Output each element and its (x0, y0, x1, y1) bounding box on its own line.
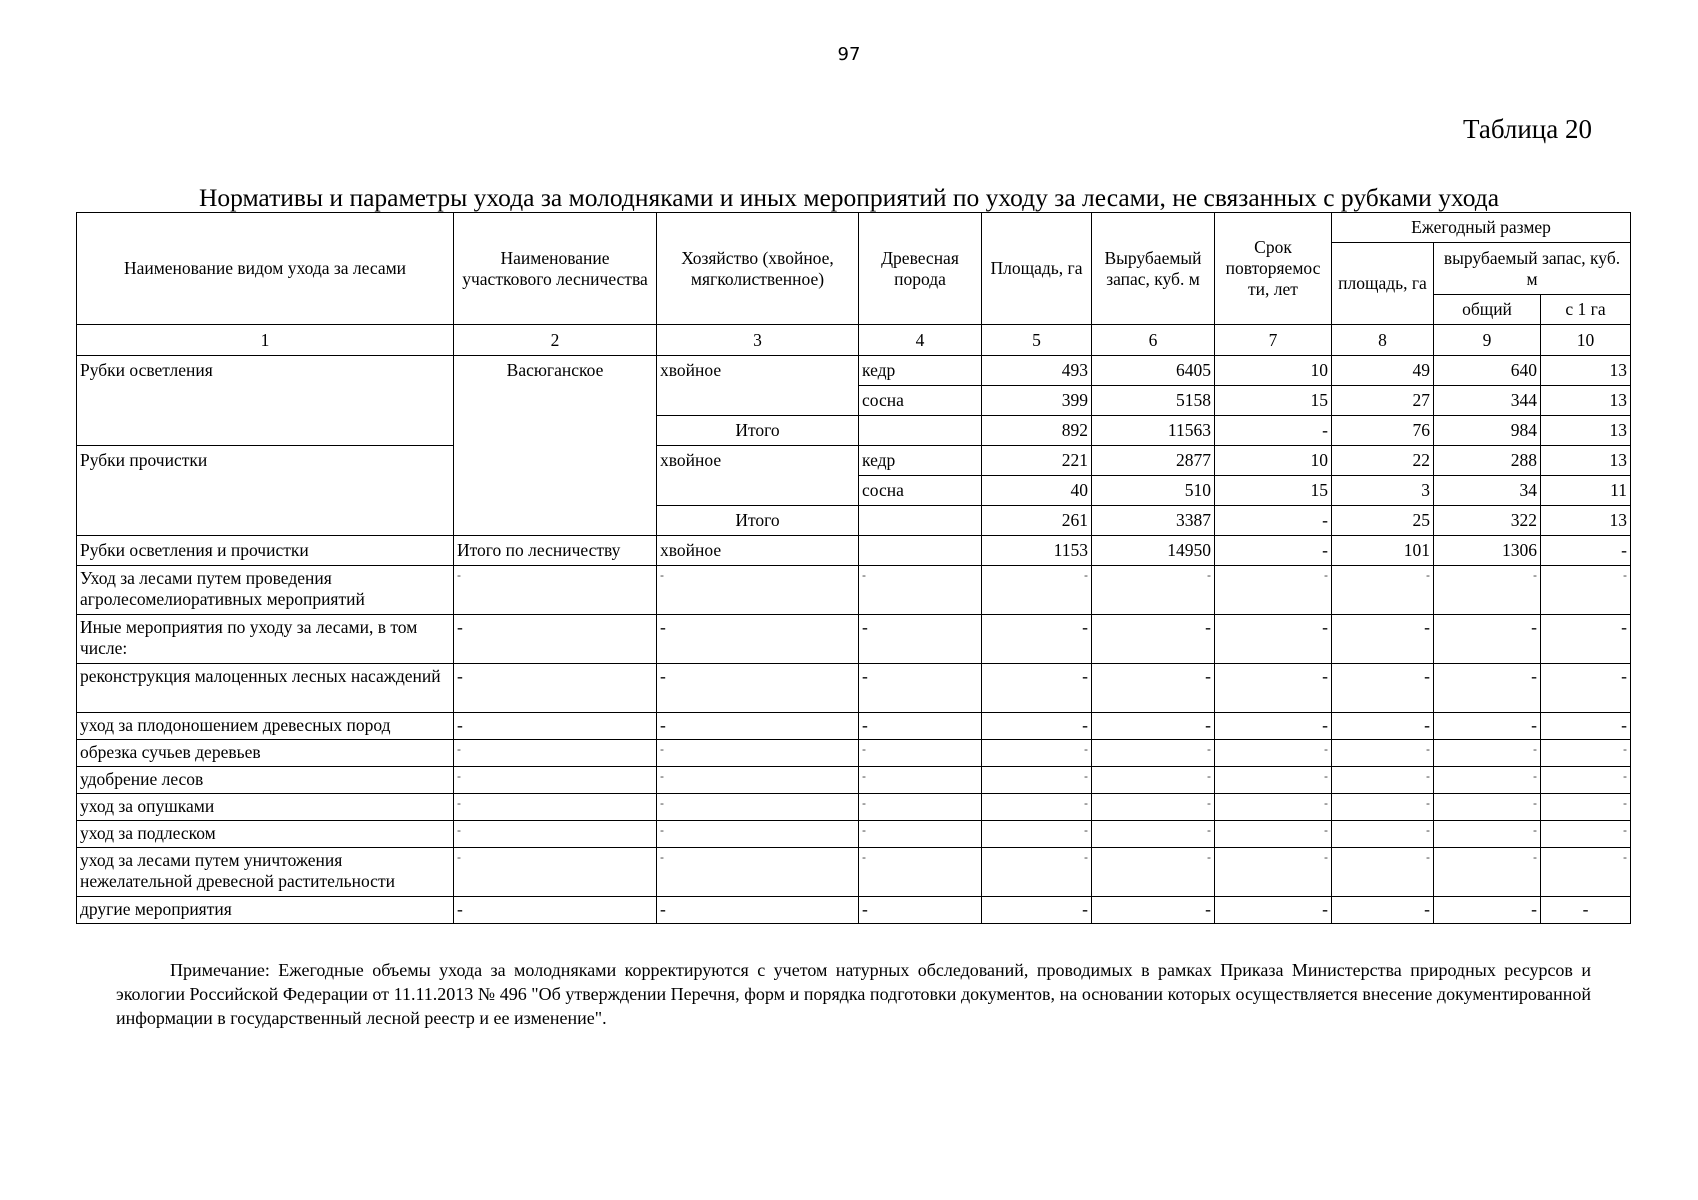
header-area: Площадь, га (982, 213, 1092, 325)
table-container (76, 212, 1630, 924)
activity-value-cell: - (982, 713, 1092, 740)
care-type-cell: Рубки прочистки (77, 446, 454, 536)
activity-value-cell: - (1092, 767, 1215, 794)
header-period: Срок повторяемос ти, лет (1215, 213, 1332, 325)
activity-value-cell: - (1434, 713, 1541, 740)
activity-value-cell: - (1215, 848, 1332, 897)
activity-value-cell: - (1215, 713, 1332, 740)
activity-value-cell: - (1434, 615, 1541, 664)
activity-rows (77, 566, 1631, 924)
forest-care-table (76, 212, 1631, 924)
activity-value-cell: - (454, 740, 657, 767)
table-header (77, 213, 1631, 356)
activity-value-cell: - (1092, 615, 1215, 664)
activity-value-cell: - (1541, 794, 1631, 821)
activity-row (77, 740, 1631, 767)
header-annual-total: общий (1434, 295, 1541, 325)
activity-row (77, 767, 1631, 794)
activity-value-cell: - (1541, 664, 1631, 713)
activity-value-cell: - (454, 848, 657, 897)
activity-row (77, 664, 1631, 713)
activity-type-cell: удобрение лесов (77, 767, 454, 794)
activity-value-cell: - (454, 713, 657, 740)
species-cell (859, 536, 982, 566)
species-cell: сосна (859, 476, 982, 506)
species-cell (859, 506, 982, 536)
activity-value-cell: - (454, 821, 657, 848)
table-number: Таблица 20 (1463, 114, 1592, 144)
activity-value-cell: - (454, 767, 657, 794)
activity-value-cell: - (982, 566, 1092, 615)
activity-value-cell: - (1092, 821, 1215, 848)
activity-value-cell: - (859, 821, 982, 848)
header-forestry: Наименование участкового лесничества (454, 213, 657, 325)
activity-value-cell: - (859, 566, 982, 615)
annual-area-cell: 101 (1332, 536, 1434, 566)
activity-value-cell: - (1332, 848, 1434, 897)
stock-cell: 3387 (1092, 506, 1215, 536)
care-type-cell: Рубки осветления (77, 356, 454, 446)
activity-value-cell: - (1092, 713, 1215, 740)
column-index: 1 (77, 325, 454, 356)
activity-value-cell: - (1215, 664, 1332, 713)
column-index: 9 (1434, 325, 1541, 356)
stock-cell: 5158 (1092, 386, 1215, 416)
activity-value-cell: - (982, 897, 1092, 924)
subtotal-label: Итого (657, 506, 859, 536)
activity-value-cell: - (859, 794, 982, 821)
header-annual-area: площадь, га (1332, 243, 1434, 325)
activity-value-cell: - (454, 897, 657, 924)
activity-value-cell: - (1434, 897, 1541, 924)
activity-value-cell: - (1332, 713, 1434, 740)
stock-cell: 510 (1092, 476, 1215, 506)
annual-area-cell: 25 (1332, 506, 1434, 536)
activity-value-cell: - (982, 821, 1092, 848)
activity-row (77, 794, 1631, 821)
activity-value-cell: - (1332, 767, 1434, 794)
activity-value-cell: - (1434, 566, 1541, 615)
column-index: 10 (1541, 325, 1631, 356)
species-cell: кедр (859, 356, 982, 386)
column-index: 4 (859, 325, 982, 356)
activity-value-cell: - (1541, 615, 1631, 664)
period-cell: - (1215, 416, 1332, 446)
activity-value-cell: - (657, 794, 859, 821)
period-cell: 10 (1215, 446, 1332, 476)
activity-value-cell: - (454, 566, 657, 615)
annual-per-ha-cell: 13 (1541, 356, 1631, 386)
species-cell (859, 416, 982, 446)
care-type-cell: Рубки осветления и прочистки (77, 536, 454, 566)
farm-cell: хвойное (657, 536, 859, 566)
column-index: 3 (657, 325, 859, 356)
activity-type-cell: обрезка сучьев деревьев (77, 740, 454, 767)
activity-value-cell: - (1215, 566, 1332, 615)
activity-type-cell: Иные мероприятия по уходу за лесами, в том числе: (77, 615, 454, 664)
annual-per-ha-cell: 11 (1541, 476, 1631, 506)
table-note: Примечание: Ежегодные объемы ухода за молодняками корректируются с учетом натурных обследований, проводимых в рамках Приказа Министерства природных ресурсов и экологии Российской Федерации от 11.11.2013 № 496 "Об утверждении Перечня, форм и порядка подготовки документов, на основании которых осуществляется внесение документированной информации в государственный лесной реестр и ее изменение". (116, 960, 1591, 1028)
activity-value-cell: - (859, 848, 982, 897)
activity-value-cell: - (982, 794, 1092, 821)
activity-value-cell: - (1215, 897, 1332, 924)
header-care-type: Наименование видом ухода за лесами (77, 213, 454, 325)
table-row (77, 356, 1631, 386)
activity-value-cell: - (982, 848, 1092, 897)
annual-total-cell: 640 (1434, 356, 1541, 386)
period-cell: 15 (1215, 386, 1332, 416)
activity-type-cell: другие мероприятия (77, 897, 454, 924)
forestry-cell: Васюганское (454, 356, 657, 536)
activity-value-cell: - (454, 664, 657, 713)
activity-value-cell: - (859, 740, 982, 767)
activity-value-cell: - (657, 740, 859, 767)
header-farm-type: Хозяйство (хвойное, мягколиственное) (657, 213, 859, 325)
activity-value-cell: - (1092, 566, 1215, 615)
activity-value-cell: - (1332, 566, 1434, 615)
activity-value-cell: - (454, 794, 657, 821)
activity-value-cell: - (1434, 664, 1541, 713)
area-cell: 1153 (982, 536, 1092, 566)
activity-value-cell: - (657, 566, 859, 615)
activity-value-cell: - (859, 615, 982, 664)
period-cell: 15 (1215, 476, 1332, 506)
farm-cell: хвойное (657, 446, 859, 506)
species-cell: сосна (859, 386, 982, 416)
activity-value-cell: - (657, 664, 859, 713)
activity-value-cell: - (859, 767, 982, 794)
activity-value-cell: - (1092, 740, 1215, 767)
annual-area-cell: 49 (1332, 356, 1434, 386)
activity-type-cell: Уход за лесами путем проведения агролесомелиоративных мероприятий (77, 566, 454, 615)
annual-area-cell: 22 (1332, 446, 1434, 476)
header-stock: Вырубаемый запас, куб. м (1092, 213, 1215, 325)
area-cell: 221 (982, 446, 1092, 476)
area-cell: 399 (982, 386, 1092, 416)
activity-value-cell: - (657, 767, 859, 794)
stock-cell: 11563 (1092, 416, 1215, 446)
activity-value-cell: - (1332, 794, 1434, 821)
activity-value-cell: - (657, 897, 859, 924)
header-species: Древесная порода (859, 213, 982, 325)
stock-cell: 6405 (1092, 356, 1215, 386)
column-index: 5 (982, 325, 1092, 356)
activity-type-cell: реконструкция малоценных лесных насаждений (77, 664, 454, 713)
column-index: 8 (1332, 325, 1434, 356)
activity-value-cell: - (1434, 848, 1541, 897)
table-body (77, 356, 1631, 566)
activity-value-cell: - (859, 664, 982, 713)
activity-value-cell: - (1541, 848, 1631, 897)
header-annual-size: Ежегодный размер (1332, 213, 1631, 243)
activity-value-cell: - (1541, 767, 1631, 794)
area-cell: 40 (982, 476, 1092, 506)
annual-total-cell: 34 (1434, 476, 1541, 506)
table-row (77, 446, 1631, 476)
activity-value-cell: - (982, 767, 1092, 794)
activity-value-cell: - (982, 615, 1092, 664)
annual-total-cell: 344 (1434, 386, 1541, 416)
activity-value-cell: - (1541, 821, 1631, 848)
header-annual-stock: вырубаемый запас, куб. м (1434, 243, 1631, 295)
page-number: 97 (837, 44, 861, 65)
stock-cell: 2877 (1092, 446, 1215, 476)
activity-row (77, 848, 1631, 897)
activity-value-cell: - (1215, 821, 1332, 848)
activity-row (77, 821, 1631, 848)
activity-value-cell: - (1434, 821, 1541, 848)
activity-type-cell: уход за подлеском (77, 821, 454, 848)
activity-row (77, 566, 1631, 615)
activity-value-cell: - (1332, 740, 1434, 767)
annual-per-ha-cell: 13 (1541, 386, 1631, 416)
annual-total-cell: 984 (1434, 416, 1541, 446)
activity-value-cell: - (859, 713, 982, 740)
activity-type-cell: уход за опушками (77, 794, 454, 821)
column-index-row (77, 325, 1631, 356)
activity-row (77, 897, 1631, 924)
activity-type-cell: уход за плодоношением древесных пород (77, 713, 454, 740)
annual-area-cell: 3 (1332, 476, 1434, 506)
activity-value-cell: - (1215, 615, 1332, 664)
annual-total-cell: 322 (1434, 506, 1541, 536)
activity-value-cell: - (1332, 897, 1434, 924)
activity-value-cell: - (1092, 664, 1215, 713)
total-row (77, 536, 1631, 566)
farm-cell: хвойное (657, 356, 859, 416)
stock-cell: 14950 (1092, 536, 1215, 566)
annual-area-cell: 27 (1332, 386, 1434, 416)
activity-value-cell: - (1541, 740, 1631, 767)
annual-area-cell: 76 (1332, 416, 1434, 446)
activity-value-cell: - (982, 664, 1092, 713)
activity-value-cell: - (1215, 794, 1332, 821)
activity-value-cell: - (1434, 740, 1541, 767)
activity-value-cell: - (1332, 821, 1434, 848)
period-cell: 10 (1215, 356, 1332, 386)
activity-value-cell: - (1541, 566, 1631, 615)
area-cell: 493 (982, 356, 1092, 386)
activity-value-cell: - (657, 848, 859, 897)
activity-row (77, 615, 1631, 664)
table-title: Нормативы и параметры ухода за молодняками и иных мероприятий по уходу за лесами, не связанных с рубками ухода (198, 183, 1500, 212)
column-index: 2 (454, 325, 657, 356)
activity-value-cell: - (1215, 767, 1332, 794)
subtotal-label: Итого (657, 416, 859, 446)
activity-value-cell: - (1434, 767, 1541, 794)
activity-value-cell: - (657, 615, 859, 664)
area-cell: 892 (982, 416, 1092, 446)
activity-type-cell: уход за лесами путем уничтожения нежелательной древесной растительности (77, 848, 454, 897)
column-index: 6 (1092, 325, 1215, 356)
activity-value-cell: - (1541, 713, 1631, 740)
header-annual-per-ha: с 1 га (1541, 295, 1631, 325)
activity-value-cell: - (657, 821, 859, 848)
activity-value-cell: - (859, 897, 982, 924)
activity-value-cell: - (454, 615, 657, 664)
column-index: 7 (1215, 325, 1332, 356)
activity-row (77, 713, 1631, 740)
period-cell: - (1215, 536, 1332, 566)
annual-per-ha-cell: 13 (1541, 446, 1631, 476)
annual-total-cell: 1306 (1434, 536, 1541, 566)
activity-value-cell: - (1092, 897, 1215, 924)
activity-value-cell: - (1434, 794, 1541, 821)
species-cell: кедр (859, 446, 982, 476)
activity-value-cell: - (1332, 615, 1434, 664)
activity-value-cell: - (1092, 848, 1215, 897)
annual-per-ha-cell: 13 (1541, 506, 1631, 536)
annual-per-ha-cell: 13 (1541, 416, 1631, 446)
annual-total-cell: 288 (1434, 446, 1541, 476)
area-cell: 261 (982, 506, 1092, 536)
activity-value-cell: - (1541, 897, 1631, 924)
period-cell: - (1215, 506, 1332, 536)
annual-per-ha-cell: - (1541, 536, 1631, 566)
activity-value-cell: - (982, 740, 1092, 767)
activity-value-cell: - (1092, 794, 1215, 821)
forestry-cell: Итого по лесничеству (454, 536, 657, 566)
activity-value-cell: - (1215, 740, 1332, 767)
activity-value-cell: - (657, 713, 859, 740)
activity-value-cell: - (1332, 664, 1434, 713)
